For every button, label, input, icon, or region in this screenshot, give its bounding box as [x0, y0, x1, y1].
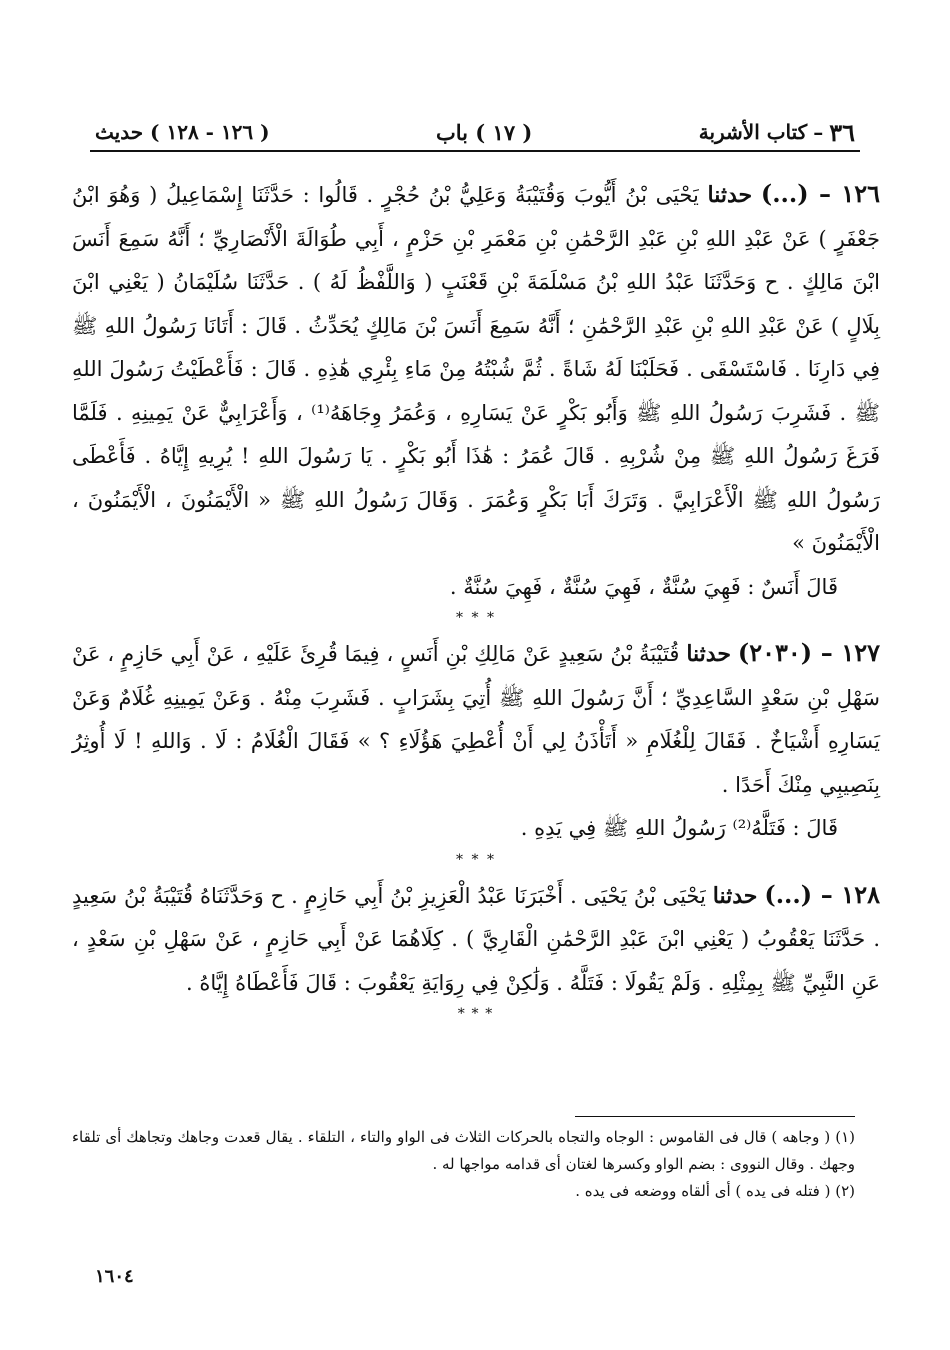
hadith-126-anas: قَالَ أَنَسٌ : فَهِيَ سُنَّةٌ ، فَهِيَ سُنَّةٌ ، فَهِيَ سُنَّةٌ . [449, 574, 838, 599]
header-page-number: ٣٦ [829, 117, 855, 147]
header-book-title: كتاب الأشربة [698, 120, 808, 144]
header-hadith-range: ( ١٢٦ - ١٢٨ ) حديث [95, 120, 270, 144]
footnotes [72, 1124, 855, 1205]
header-dash: – [813, 120, 824, 144]
hadith-128-haddatha: حدثنا [712, 882, 758, 909]
hadith-126-number: ١٢٦ – (...) [760, 179, 880, 208]
hadith-126 [72, 172, 880, 566]
hadith-126-haddatha: حدثنا [707, 182, 753, 208]
hadith-127-number: ١٢٧ – (٢٠٣٠) [737, 638, 880, 667]
page-header [95, 114, 855, 150]
hadith-128-number: ١٢٨ – (...) [764, 879, 881, 909]
main-text [72, 172, 880, 1027]
hadith-127-haddatha: حدثنا [686, 641, 731, 667]
page-number: ١٦٠٤ [95, 1266, 134, 1287]
header-chapter: ( ١٧ ) باب [435, 119, 533, 145]
footnote-1: (١) ( وجاهه ) قال فى القاموس : الوجاه والتجاه بالحركات الثلاث فى الواو والتاء ، التلقاء . يقال قعدت وجاهك وتجاهك أى تلقاء وجهك . وقال النووى : بضم الواو وكسرها لغتان أى قدامه مواجها له . [72, 1128, 855, 1173]
hadith-127-qal: قَالَ : فَتَلَّهُ⁽²⁾ رَسُولُ اللهِ ﷺ فِي يَدِهِ . [520, 816, 838, 840]
footnote-rule [575, 1116, 855, 1117]
header-book [699, 118, 855, 147]
separator-stars-1: * * * [456, 610, 496, 626]
separator-stars-end: * * * [457, 1006, 495, 1022]
separator-stars-2: * * * [456, 851, 496, 868]
hadith-128-text: يَحْيَى بْنُ يَحْيَى . أَخْبَرَنَا عَبْدُ الْعَزِيزِ بْنُ أَبِي حَازِمٍ . ح وَحَدَّثَنَاهُ قُتَيْبَةُ بْنُ سَعِيدٍ . حَدَّثَنَا يَعْقُوبُ ( يَعْنِي ابْنَ عَبْدِ الرَّحْمَٰنِ الْقَارِيَّ ) . كِلَاهُمَا عَنْ أَبِي حَازِمٍ ، عَنْ سَهْلِ بْنِ سَعْدٍ ، عَنِ النَّبِيِّ ﷺ بِمِثْلِهِ . وَلَمْ يَقُولَا : فَتَلَّهُ . وَلَٰكِنْ فِي رِوَايَةِ يَعْقُوبَ : قَالَ فَأَعْطَاهُ إِيَّاهُ . [72, 883, 880, 995]
hadith-128 [72, 873, 880, 1006]
hadith-127 [72, 631, 880, 807]
footnote-2: (٢) ( فتله فى يده ) أى ألقاه ووضعه فى يده . [575, 1182, 855, 1200]
hadith-126-text: يَحْيَى بْنُ أَيُّوبَ وَقُتَيْبَةُ وَعَلِيُّ بْنُ حُجْرٍ . قَالُوا : حَدَّثَنَا إِسْمَاعِيلُ ( وَهُوَ ابْنُ جَعْفَرٍ ) عَنْ عَبْدِ اللهِ بْنِ عَبْدِ الرَّحْمَٰنِ بْنِ مَعْمَرِ بْنِ حَزْمٍ ، أَبِي طُوَالَةَ الْأَنْصَارِيِّ ؛ أَنَّهُ سَمِعَ أَنَسَ ابْنَ مَالِكٍ . ح وَحَدَّثَنَا عَبْدُ اللهِ بْنُ مَسْلَمَةَ بْنِ قَعْنَبٍ ( وَاللَّفْظُ لَهُ ) . حَدَّثَنَا سُلَيْمَانُ ( يَعْنِي ابْنَ بِلَالٍ ) عَنْ عَبْدِ اللهِ بْنِ عَبْدِ الرَّحْمَٰنِ ؛ أَنَّهُ سَمِعَ أَنَسَ بْنَ مَالِكٍ يُحَدِّثُ . قَالَ : أَتَانَا رَسُولُ اللهِ ﷺ فِي دَارِنَا . فَاسْتَسْقَى . فَحَلَبْنَا لَهُ شَاةً . ثُمَّ شُبْتُهُ مِنْ مَاءِ بِئْرِي هَٰذِهِ . قَالَ : فَأَعْطَيْتُ رَسُولَ اللهِ ﷺ . فَشَرِبَ رَسُولُ اللهِ ﷺ وَأَبُو بَكْرٍ عَنْ يَسَارِهِ ، وَعُمَرُ وِجَاهَهُ⁽¹⁾ ، وَأَعْرَابِيٌّ عَنْ يَمِينِهِ . فَلَمَّا فَرَغَ رَسُولُ اللهِ ﷺ مِنْ شُرْبِهِ . قَالَ عُمَرُ : هَٰذَا أَبُو بَكْرٍ . يَا رَسُولَ اللهِ ! يُرِيهِ إِيَّاهُ . فَأَعْطَى رَسُولُ اللهِ ﷺ الْأَعْرَابِيَّ . وَتَرَكَ أَبَا بَكْرٍ وَعُمَرَ . وَقَالَ رَسُولُ اللهِ ﷺ « الْأَيْمَنُونَ ، الْأَيْمَنُونَ ، الْأَيْمَنُونَ » [72, 183, 880, 555]
hadith-127-text: قُتَيْبَةُ بْنُ سَعِيدٍ عَنْ مَالِكِ بْنِ أَنَسٍ ، فِيمَا قُرِئَ عَلَيْهِ ، عَنْ أَبِي حَازِمٍ ، عَنْ سَهْلِ بْنِ سَعْدٍ السَّاعِدِيِّ ؛ أَنَّ رَسُولَ اللهِ ﷺ أُتِيَ بِشَرَابٍ . فَشَرِبَ مِنْهُ . وَعَنْ يَمِينِهِ غُلَامٌ وَعَنْ يَسَارِهِ أَشْيَاخٌ . فَقَالَ لِلْغُلَامِ « أَتَأْذَنُ لِي أَنْ أُعْطِيَ هَؤُلَاءِ ؟ » فَقَالَ الْغُلَامُ : لَا . وَاللهِ ! لَا أُوثِرُ بِنَصِيبِي مِنْكَ أَحَدًا . [72, 642, 880, 797]
header-rule [90, 150, 860, 152]
